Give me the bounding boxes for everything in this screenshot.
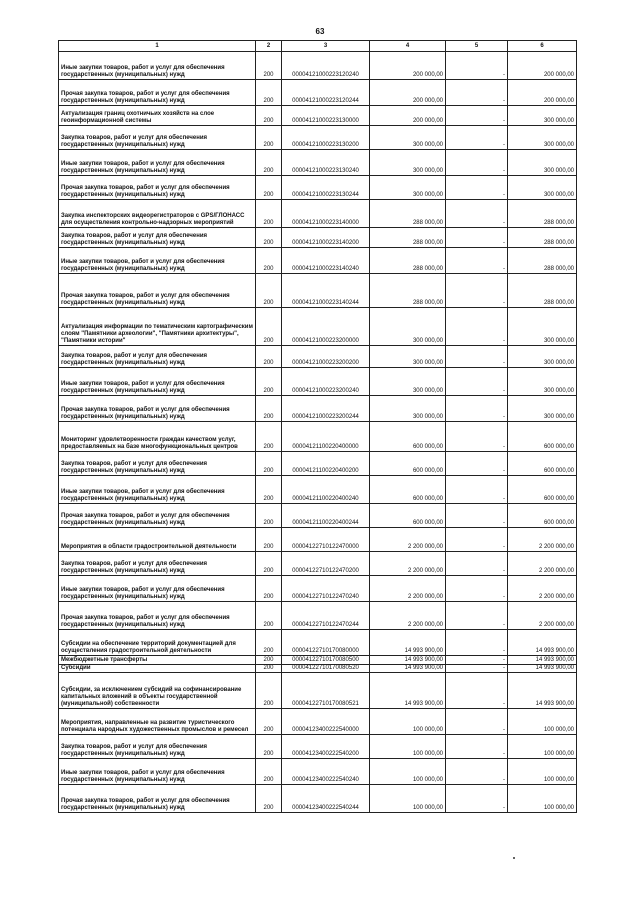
table-row bbox=[59, 150, 577, 176]
row-amount: 600 000,00 bbox=[370, 504, 446, 528]
table-row bbox=[59, 785, 577, 813]
row-column5: - bbox=[446, 422, 508, 452]
row-description: Мероприятия в области градостроительной деятельности bbox=[59, 528, 256, 552]
row-code: 200 bbox=[256, 248, 282, 274]
row-csr: 00004121000223140200 bbox=[282, 228, 370, 248]
row-amount: 2 200 000,00 bbox=[370, 602, 446, 630]
row-code: 200 bbox=[256, 368, 282, 396]
row-amount-total: 288 000,00 bbox=[508, 274, 577, 308]
column-header: 5 bbox=[446, 41, 508, 52]
table-row bbox=[59, 176, 577, 200]
row-column5: - bbox=[446, 528, 508, 552]
row-amount-total: 100 000,00 bbox=[508, 759, 577, 785]
table-row bbox=[59, 528, 577, 552]
row-csr: 00004123400222540240 bbox=[282, 759, 370, 785]
row-code: 200 bbox=[256, 80, 282, 106]
row-amount-total: 14 993 900,00 bbox=[508, 656, 577, 665]
row-amount: 200 000,00 bbox=[370, 106, 446, 126]
row-description: Иные закупки товаров, работ и услуг для обеспечения государственных (муниципальных) нужд bbox=[59, 476, 256, 504]
row-column5: - bbox=[446, 630, 508, 656]
row-csr: 00004121000223200000 bbox=[282, 308, 370, 346]
row-description: Прочая закупка товаров, работ и услуг для обеспечения государственных (муниципальных) нужд bbox=[59, 80, 256, 106]
table-row bbox=[59, 200, 577, 228]
table-row bbox=[59, 504, 577, 528]
row-description: Закупка инспекторских видеорегистраторов с GPS/ГЛОНАСС для осуществления контрольно-надзорных мероприятий bbox=[59, 200, 256, 228]
row-csr: 00004122710170080500 bbox=[282, 656, 370, 665]
row-amount-total: 288 000,00 bbox=[508, 200, 577, 228]
table-row bbox=[59, 368, 577, 396]
row-csr: 00004121000223140244 bbox=[282, 274, 370, 308]
row-amount-total: 288 000,00 bbox=[508, 248, 577, 274]
row-amount-total: 200 000,00 bbox=[508, 52, 577, 80]
row-amount: 288 000,00 bbox=[370, 248, 446, 274]
row-amount: 300 000,00 bbox=[370, 396, 446, 422]
row-code: 200 bbox=[256, 346, 282, 368]
row-amount: 300 000,00 bbox=[370, 150, 446, 176]
row-amount-total: 600 000,00 bbox=[508, 422, 577, 452]
row-description: Иные закупки товаров, работ и услуг для обеспечения государственных (муниципальных) нужд bbox=[59, 759, 256, 785]
row-description: Прочая закупка товаров, работ и услуг для обеспечения государственных (муниципальных) нужд bbox=[59, 504, 256, 528]
row-csr: 00004121000223120240 bbox=[282, 52, 370, 80]
row-amount-total: 300 000,00 bbox=[508, 346, 577, 368]
row-amount-total: 300 000,00 bbox=[508, 106, 577, 126]
row-column5: - bbox=[446, 709, 508, 735]
row-description: Закупка товаров, работ и услуг для обеспечения государственных (муниципальных) нужд bbox=[59, 126, 256, 150]
row-code: 200 bbox=[256, 552, 282, 576]
table-row bbox=[59, 656, 577, 665]
row-amount-total: 14 993 900,00 bbox=[508, 630, 577, 656]
row-column5: - bbox=[446, 785, 508, 813]
row-csr: 00004121000223130200 bbox=[282, 126, 370, 150]
row-description: Межбюджетные трансферты bbox=[59, 656, 256, 665]
row-code: 200 bbox=[256, 422, 282, 452]
row-description: Актуализация границ охотничьих хозяйств на слое геоинформационной системы bbox=[59, 106, 256, 126]
row-csr: 00004123400222540200 bbox=[282, 735, 370, 759]
row-csr: 00004121000223200244 bbox=[282, 396, 370, 422]
row-column5: - bbox=[446, 368, 508, 396]
row-csr: 00004121000223140240 bbox=[282, 248, 370, 274]
table-row bbox=[59, 422, 577, 452]
table-row bbox=[59, 52, 577, 80]
row-column5: - bbox=[446, 176, 508, 200]
row-amount: 14 993 900,00 bbox=[370, 673, 446, 709]
row-csr: 00004122710122470244 bbox=[282, 602, 370, 630]
row-csr: 00004122710170080000 bbox=[282, 630, 370, 656]
row-description: Субсидии, за исключением субсидий на софинансирование капитальных вложений в объекты государственной (муниципальной) собственности bbox=[59, 673, 256, 709]
row-amount: 100 000,00 bbox=[370, 759, 446, 785]
row-description: Мониторинг удовлетворенности граждан качеством услуг, предоставляемых на базе многофункциональных центров bbox=[59, 422, 256, 452]
row-description: Прочая закупка товаров, работ и услуг для обеспечения государственных (муниципальных) нужд bbox=[59, 602, 256, 630]
row-amount-total: 2 200 000,00 bbox=[508, 602, 577, 630]
row-description: Прочая закупка товаров, работ и услуг для обеспечения государственных (муниципальных) нужд bbox=[59, 785, 256, 813]
column-header: 3 bbox=[282, 41, 370, 52]
row-description: Иные закупки товаров, работ и услуг для обеспечения государственных (муниципальных) нужд bbox=[59, 248, 256, 274]
row-description: Иные закупки товаров, работ и услуг для обеспечения государственных (муниципальных) нужд bbox=[59, 576, 256, 602]
row-description: Актуализация информации по тематическим картографическим слоям "Памятники археологии", "Памятники архитектуры", "Памятники истории" bbox=[59, 308, 256, 346]
row-column5: - bbox=[446, 228, 508, 248]
row-csr: 00004121000223200240 bbox=[282, 368, 370, 396]
row-amount-total: 100 000,00 bbox=[508, 735, 577, 759]
row-description: Прочая закупка товаров, работ и услуг для обеспечения государственных (муниципальных) нужд bbox=[59, 396, 256, 422]
row-amount: 300 000,00 bbox=[370, 126, 446, 150]
row-amount-total: 2 200 000,00 bbox=[508, 552, 577, 576]
row-amount: 300 000,00 bbox=[370, 368, 446, 396]
row-csr: 00004123400222540244 bbox=[282, 785, 370, 813]
row-description: Закупка товаров, работ и услуг для обеспечения государственных (муниципальных) нужд bbox=[59, 735, 256, 759]
page-number: 63 bbox=[315, 27, 325, 36]
row-amount: 2 200 000,00 bbox=[370, 576, 446, 602]
row-description: Иные закупки товаров, работ и услуг для обеспечения государственных (муниципальных) нужд bbox=[59, 52, 256, 80]
row-amount-total: 300 000,00 bbox=[508, 308, 577, 346]
row-description: Прочая закупка товаров, работ и услуг для обеспечения государственных (муниципальных) нужд bbox=[59, 176, 256, 200]
row-column5: - bbox=[446, 80, 508, 106]
row-amount-total: 300 000,00 bbox=[508, 176, 577, 200]
row-amount: 288 000,00 bbox=[370, 274, 446, 308]
row-csr: 00004121100220400240 bbox=[282, 476, 370, 504]
row-amount: 600 000,00 bbox=[370, 422, 446, 452]
row-code: 200 bbox=[256, 528, 282, 552]
row-column5: - bbox=[446, 552, 508, 576]
speck bbox=[513, 857, 515, 859]
row-amount-total: 300 000,00 bbox=[508, 126, 577, 150]
row-code: 200 bbox=[256, 504, 282, 528]
row-csr: 00004121100220400200 bbox=[282, 452, 370, 476]
row-column5: - bbox=[446, 656, 508, 665]
row-column5: - bbox=[446, 759, 508, 785]
row-column5: - bbox=[446, 126, 508, 150]
row-amount: 100 000,00 bbox=[370, 735, 446, 759]
row-description: Субсидии на обеспечение территорий документацией для осуществления градостроительной деятельности bbox=[59, 630, 256, 656]
row-amount-total: 200 000,00 bbox=[508, 80, 577, 106]
row-code: 200 bbox=[256, 126, 282, 150]
row-amount-total: 2 200 000,00 bbox=[508, 576, 577, 602]
row-column5: - bbox=[446, 396, 508, 422]
row-amount: 14 993 900,00 bbox=[370, 656, 446, 665]
row-amount-total: 600 000,00 bbox=[508, 452, 577, 476]
table-row bbox=[59, 759, 577, 785]
row-code: 200 bbox=[256, 452, 282, 476]
table-row bbox=[59, 735, 577, 759]
row-csr: 00004123400222540000 bbox=[282, 709, 370, 735]
row-csr: 00004121000223200200 bbox=[282, 346, 370, 368]
row-amount-total: 288 000,00 bbox=[508, 228, 577, 248]
row-code: 200 bbox=[256, 396, 282, 422]
row-csr: 00004121000223130000 bbox=[282, 106, 370, 126]
table-row bbox=[59, 576, 577, 602]
row-amount: 300 000,00 bbox=[370, 308, 446, 346]
row-amount: 100 000,00 bbox=[370, 709, 446, 735]
table-row bbox=[59, 602, 577, 630]
table-row bbox=[59, 346, 577, 368]
row-column5: - bbox=[446, 735, 508, 759]
table-row bbox=[59, 106, 577, 126]
row-code: 200 bbox=[256, 665, 282, 673]
row-amount: 14 993 900,00 bbox=[370, 630, 446, 656]
row-description: Закупка товаров, работ и услуг для обеспечения государственных (муниципальных) нужд bbox=[59, 346, 256, 368]
row-code: 200 bbox=[256, 759, 282, 785]
row-column5: - bbox=[446, 452, 508, 476]
table-row bbox=[59, 452, 577, 476]
row-amount-total: 2 200 000,00 bbox=[508, 528, 577, 552]
table-row bbox=[59, 673, 577, 709]
row-amount: 300 000,00 bbox=[370, 176, 446, 200]
row-column5: - bbox=[446, 504, 508, 528]
table-row bbox=[59, 665, 577, 673]
row-code: 200 bbox=[256, 709, 282, 735]
row-code: 200 bbox=[256, 274, 282, 308]
row-column5: - bbox=[446, 576, 508, 602]
table-row bbox=[59, 248, 577, 274]
row-code: 200 bbox=[256, 308, 282, 346]
row-code: 200 bbox=[256, 673, 282, 709]
row-amount: 300 000,00 bbox=[370, 346, 446, 368]
row-column5: - bbox=[446, 665, 508, 673]
row-amount-total: 300 000,00 bbox=[508, 396, 577, 422]
row-code: 200 bbox=[256, 476, 282, 504]
row-code: 200 bbox=[256, 602, 282, 630]
row-amount: 100 000,00 bbox=[370, 785, 446, 813]
table-row bbox=[59, 274, 577, 308]
row-amount-total: 14 993 900,00 bbox=[508, 673, 577, 709]
row-csr: 00004122710122470000 bbox=[282, 528, 370, 552]
row-column5: - bbox=[446, 476, 508, 504]
row-description: Иные закупки товаров, работ и услуг для обеспечения государственных (муниципальных) нужд bbox=[59, 150, 256, 176]
row-description: Прочая закупка товаров, работ и услуг для обеспечения государственных (муниципальных) нужд bbox=[59, 274, 256, 308]
table-row bbox=[59, 80, 577, 106]
row-amount: 200 000,00 bbox=[370, 52, 446, 80]
row-code: 200 bbox=[256, 52, 282, 80]
table-row bbox=[59, 308, 577, 346]
row-amount-total: 600 000,00 bbox=[508, 476, 577, 504]
row-amount-total: 300 000,00 bbox=[508, 368, 577, 396]
row-column5: - bbox=[446, 602, 508, 630]
row-description: Закупка товаров, работ и услуг для обеспечения государственных (муниципальных) нужд bbox=[59, 452, 256, 476]
table-row bbox=[59, 709, 577, 735]
budget-table bbox=[58, 40, 577, 813]
row-column5: - bbox=[446, 150, 508, 176]
row-amount-total: 14 993 900,00 bbox=[508, 665, 577, 673]
row-code: 200 bbox=[256, 785, 282, 813]
table-body bbox=[59, 52, 577, 813]
row-column5: - bbox=[446, 274, 508, 308]
table-row bbox=[59, 396, 577, 422]
row-csr: 00004121000223140000 bbox=[282, 200, 370, 228]
row-csr: 00004122710170080521 bbox=[282, 673, 370, 709]
row-column5: - bbox=[446, 673, 508, 709]
row-column5: - bbox=[446, 308, 508, 346]
row-amount: 2 200 000,00 bbox=[370, 528, 446, 552]
table-row bbox=[59, 552, 577, 576]
row-column5: - bbox=[446, 106, 508, 126]
row-amount: 288 000,00 bbox=[370, 200, 446, 228]
table-row bbox=[59, 228, 577, 248]
row-column5: - bbox=[446, 52, 508, 80]
row-amount: 288 000,00 bbox=[370, 228, 446, 248]
table-row bbox=[59, 476, 577, 504]
row-code: 200 bbox=[256, 576, 282, 602]
column-header: 6 bbox=[508, 41, 577, 52]
row-csr: 00004121100220400244 bbox=[282, 504, 370, 528]
row-code: 200 bbox=[256, 176, 282, 200]
row-csr: 00004121000223120244 bbox=[282, 80, 370, 106]
column-header: 4 bbox=[370, 41, 446, 52]
row-amount: 2 200 000,00 bbox=[370, 552, 446, 576]
row-code: 200 bbox=[256, 200, 282, 228]
row-code: 200 bbox=[256, 630, 282, 656]
row-amount-total: 100 000,00 bbox=[508, 709, 577, 735]
row-amount: 200 000,00 bbox=[370, 80, 446, 106]
row-csr: 00004122710122470240 bbox=[282, 576, 370, 602]
row-description: Субсидии bbox=[59, 665, 256, 673]
row-description: Закупка товаров, работ и услуг для обеспечения государственных (муниципальных) нужд bbox=[59, 552, 256, 576]
row-csr: 00004121000223130240 bbox=[282, 150, 370, 176]
row-csr: 00004121100220400000 bbox=[282, 422, 370, 452]
table-row bbox=[59, 630, 577, 656]
row-code: 200 bbox=[256, 228, 282, 248]
table-row bbox=[59, 126, 577, 150]
row-csr: 00004121000223130244 bbox=[282, 176, 370, 200]
row-amount-total: 100 000,00 bbox=[508, 785, 577, 813]
table-header bbox=[59, 41, 577, 52]
row-description: Иные закупки товаров, работ и услуг для обеспечения государственных (муниципальных) нужд bbox=[59, 368, 256, 396]
row-amount-total: 600 000,00 bbox=[508, 504, 577, 528]
row-code: 200 bbox=[256, 106, 282, 126]
row-code: 200 bbox=[256, 150, 282, 176]
row-description: Закупка товаров, работ и услуг для обеспечения государственных (муниципальных) нужд bbox=[59, 228, 256, 248]
column-header: 1 bbox=[59, 41, 256, 52]
row-amount-total: 300 000,00 bbox=[508, 150, 577, 176]
row-amount: 600 000,00 bbox=[370, 452, 446, 476]
row-code: 200 bbox=[256, 735, 282, 759]
row-code: 200 bbox=[256, 656, 282, 665]
row-csr: 00004122710122470200 bbox=[282, 552, 370, 576]
row-csr: 00004122710170080520 bbox=[282, 665, 370, 673]
column-header: 2 bbox=[256, 41, 282, 52]
row-column5: - bbox=[446, 248, 508, 274]
row-amount: 600 000,00 bbox=[370, 476, 446, 504]
row-amount: 14 993 900,00 bbox=[370, 665, 446, 673]
row-column5: - bbox=[446, 200, 508, 228]
row-description: Мероприятия, направленные на развитие туристического потенциала народных художественных промыслов и ремесел bbox=[59, 709, 256, 735]
row-column5: - bbox=[446, 346, 508, 368]
